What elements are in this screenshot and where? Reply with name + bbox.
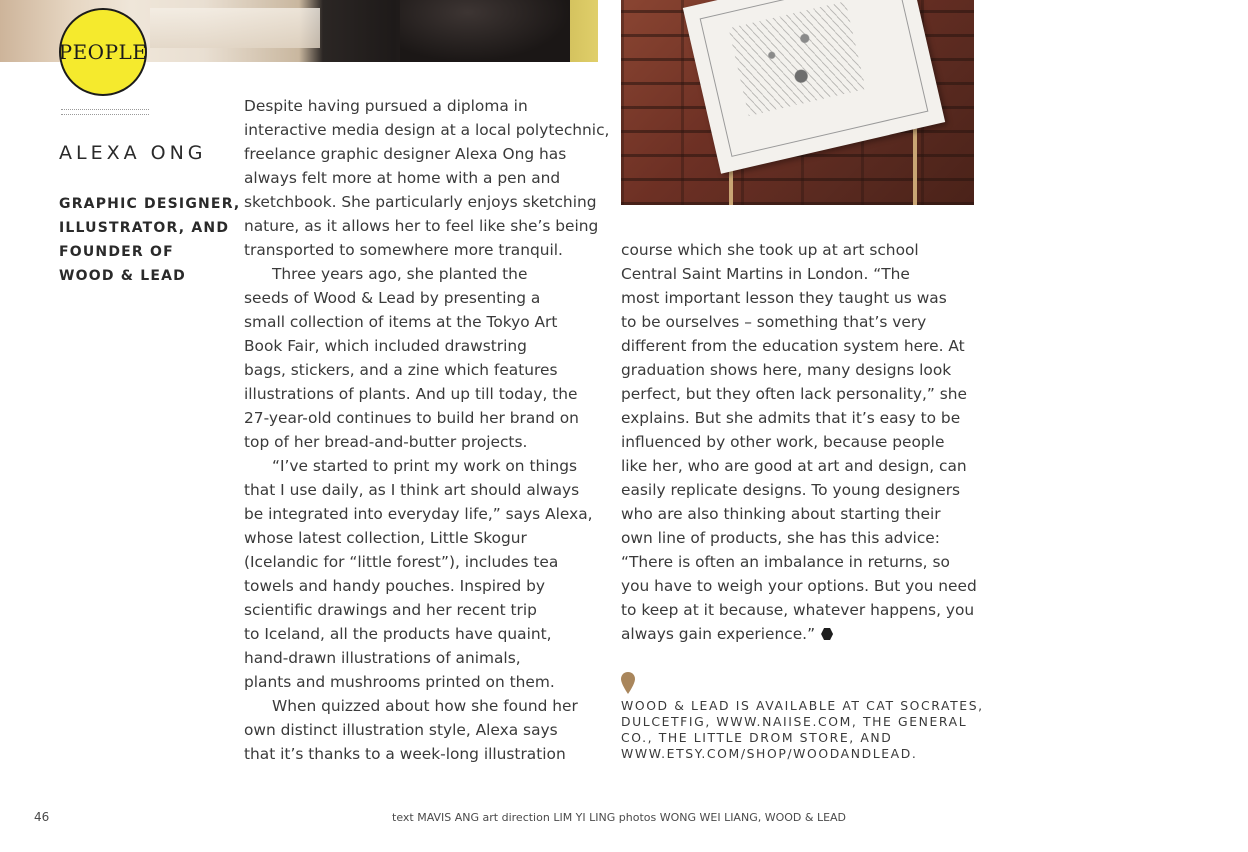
page-number: 46 bbox=[34, 810, 50, 824]
article-line: seeds of Wood & Lead by presenting a bbox=[244, 289, 541, 307]
article-line: you have to weigh your options. But you need bbox=[621, 577, 977, 595]
article-paragraph bbox=[244, 454, 604, 694]
article-line: influenced by other work, because people bbox=[621, 433, 945, 451]
article-line: explains. But she admits that it’s easy to be bbox=[621, 409, 961, 427]
article-line: always gain experience.” bbox=[621, 622, 981, 646]
article-line: bags, stickers, and a zine which features bbox=[244, 361, 558, 379]
article-paragraph bbox=[244, 94, 610, 262]
article-line: small collection of items at the Tokyo Art bbox=[244, 313, 558, 331]
article-line: towels and handy pouches. Inspired by bbox=[244, 577, 546, 595]
article-line: perfect, but they often lack personality,” she bbox=[621, 385, 968, 403]
article-line: sketchbook. She particularly enjoys sketching bbox=[244, 193, 597, 211]
section-badge-label: PEOPLE bbox=[58, 40, 148, 64]
article-line: that it’s thanks to a week-long illustration bbox=[244, 745, 566, 763]
tea-towel bbox=[683, 0, 945, 174]
article-line: own distinct illustration style, Alexa says bbox=[244, 721, 558, 739]
article-line: “There is often an imbalance in returns, so bbox=[621, 553, 950, 571]
section-badge bbox=[59, 8, 147, 96]
article-line: Three years ago, she planted the bbox=[272, 265, 528, 283]
article-line: own line of products, she has this advice: bbox=[621, 529, 940, 547]
shelf-detail bbox=[150, 8, 320, 48]
end-mark-icon bbox=[821, 628, 833, 640]
availability-note bbox=[621, 698, 984, 762]
availability-line: CO., THE LITTLE DROM STORE, AND bbox=[621, 730, 893, 745]
article-line: freelance graphic designer Alexa Ong has bbox=[244, 145, 567, 163]
article-paragraph bbox=[244, 262, 604, 454]
article-line: nature, as it allows her to feel like she’s being bbox=[244, 217, 599, 235]
article-line: be integrated into everyday life,” says Alexa, bbox=[244, 505, 593, 523]
article-line: interactive media design at a local polytechnic, bbox=[244, 121, 610, 139]
article-line: Book Fair, which included drawstring bbox=[244, 337, 527, 355]
author-name: ALEXA ONG bbox=[59, 142, 207, 164]
article-line: 27-year-old continues to build her brand on bbox=[244, 409, 579, 427]
article-line: most important lesson they taught us was bbox=[621, 289, 947, 307]
article-line: Central Saint Martins in London. “The bbox=[621, 265, 910, 283]
badge-divider bbox=[61, 109, 149, 115]
article-line: to Iceland, all the products have quaint, bbox=[244, 625, 552, 643]
author-role-line: WOOD & LEAD bbox=[59, 268, 186, 284]
article-line: plants and mushrooms printed on them. bbox=[244, 673, 555, 691]
article-column-right bbox=[621, 238, 981, 646]
article-line: who are also thinking about starting their bbox=[621, 505, 941, 523]
article-line: that I use daily, as I think art should always bbox=[244, 481, 580, 499]
article-line: to keep at it because, whatever happens, you bbox=[621, 601, 975, 619]
article-line: whose latest collection, Little Skogur bbox=[244, 529, 527, 547]
availability-line: WWW.ETSY.COM/SHOP/WOODANDLEAD. bbox=[621, 746, 918, 761]
article-line: scientific drawings and her recent trip bbox=[244, 601, 537, 619]
author-role-line: FOUNDER OF bbox=[59, 244, 174, 260]
article-line: different from the education system here. At bbox=[621, 337, 965, 355]
article-column-left bbox=[244, 94, 610, 766]
article-line: illustrations of plants. And up till today, the bbox=[244, 385, 578, 403]
article-line: Despite having pursued a diploma in bbox=[244, 97, 528, 115]
article-line: (Icelandic for “little forest”), includes tea bbox=[244, 553, 559, 571]
article-line: “I’ve started to print my work on things bbox=[272, 457, 578, 475]
availability-line: WOOD & LEAD IS AVAILABLE AT CAT SOCRATES, bbox=[621, 698, 984, 713]
article-line: course which she took up at art school bbox=[621, 241, 919, 259]
article-paragraph bbox=[244, 694, 604, 766]
article-line: to be ourselves – something that’s very bbox=[621, 313, 927, 331]
article-line: graduation shows here, many designs look bbox=[621, 361, 952, 379]
tea-towel-photo bbox=[621, 0, 974, 205]
author-role-line: ILLUSTRATOR, AND bbox=[59, 220, 230, 236]
article-line: always felt more at home with a pen and bbox=[244, 169, 561, 187]
availability-line: DULCETFIG, WWW.NAIISE.COM, THE GENERAL bbox=[621, 714, 968, 729]
author-role-line: GRAPHIC DESIGNER, bbox=[59, 196, 241, 212]
article-line: transported to somewhere more tranquil. bbox=[244, 241, 563, 259]
article-line: top of her bread-and-butter projects. bbox=[244, 433, 528, 451]
photo-credits: text MAVIS ANG art direction LIM YI LING photos WONG WEI LIANG, WOOD & LEAD bbox=[392, 811, 847, 824]
location-pin-icon bbox=[621, 672, 635, 694]
article-line: easily replicate designs. To young designers bbox=[621, 481, 961, 499]
article-line: hand-drawn illustrations of animals, bbox=[244, 649, 521, 667]
article-line: like her, who are good at art and design, can bbox=[621, 457, 967, 475]
author-role bbox=[59, 192, 241, 288]
person-figure bbox=[400, 0, 570, 62]
article-line: When quizzed about how she found her bbox=[272, 697, 578, 715]
